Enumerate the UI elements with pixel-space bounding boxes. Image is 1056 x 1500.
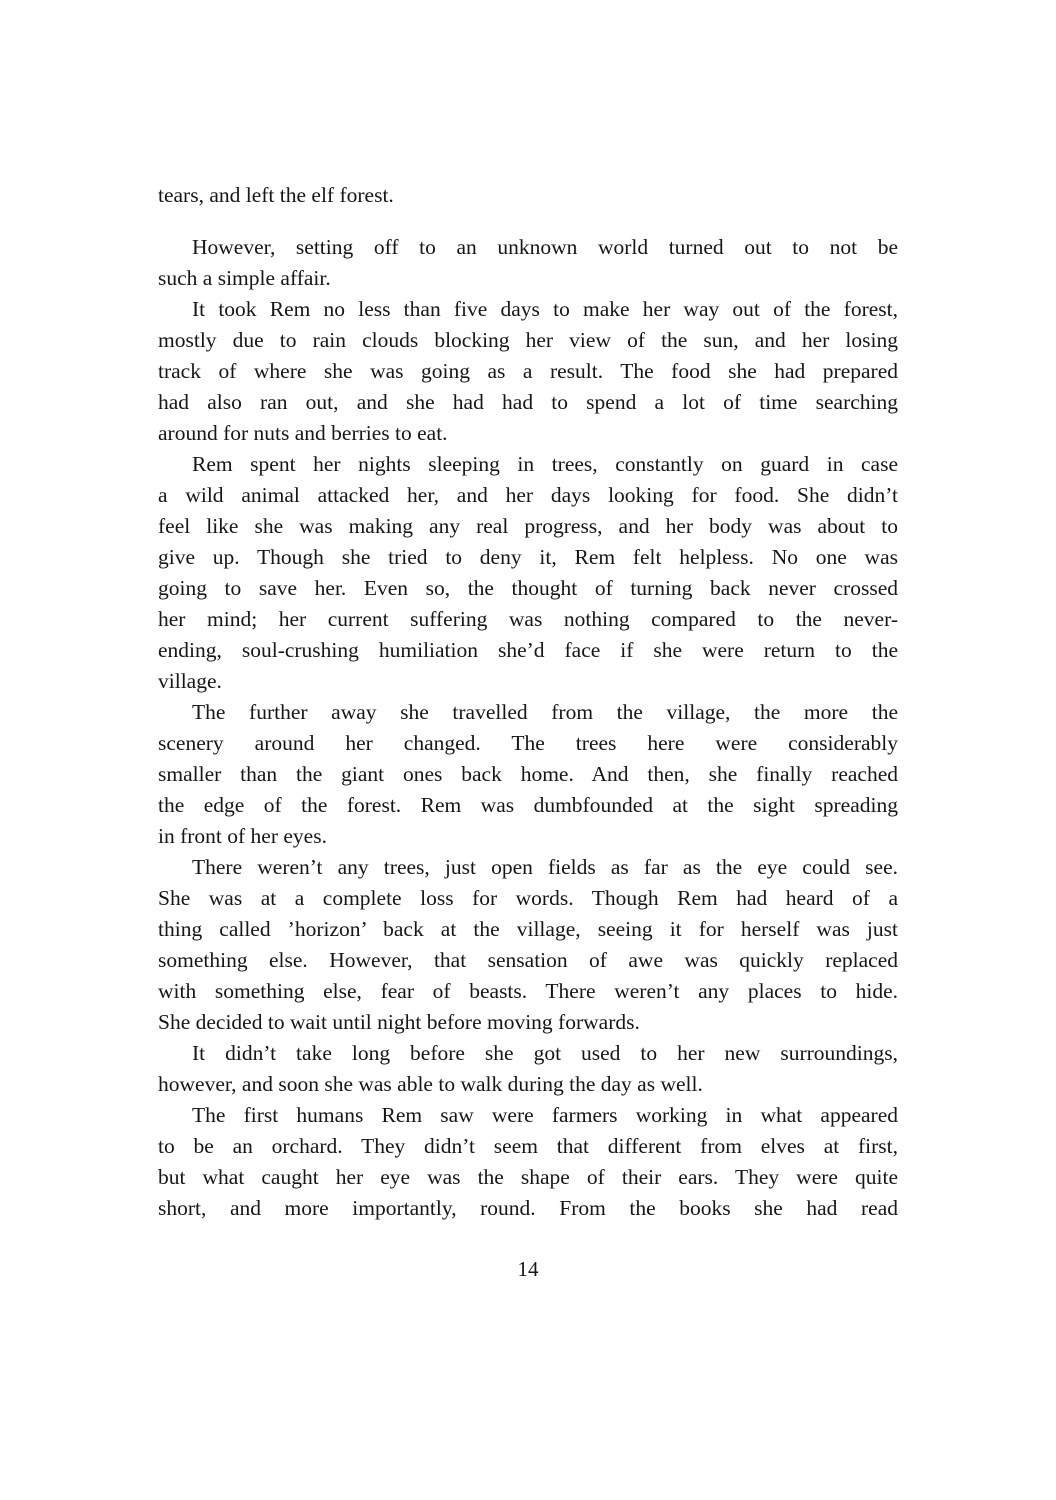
paragraph (158, 852, 898, 1038)
text-line: such a simple affair. (158, 266, 331, 290)
text-line: with something else, fear of beasts. There weren’t any places to hide. (158, 979, 898, 1003)
text-line: It took Rem no less than five days to make her way out of the forest, (192, 297, 898, 321)
paragraph (158, 1100, 898, 1224)
paragraph (158, 1038, 898, 1100)
text-line: tears, and left the elf forest. (158, 183, 394, 207)
text-line: Rem spent her nights sleeping in trees, constantly on guard in case (192, 452, 898, 476)
text-line: however, and soon she was able to walk during the day as well. (158, 1072, 703, 1096)
text-line: She was at a complete loss for words. Though Rem had heard of a (158, 886, 898, 910)
text-line: The further away she travelled from the village, the more the (192, 700, 898, 724)
text-line: feel like she was making any real progress, and her body was about to (158, 514, 898, 538)
paragraph (158, 294, 898, 449)
text-line: It didn’t take long before she got used to her new surroundings, (192, 1041, 898, 1065)
text-line: had also ran out, and she had had to spend a lot of time searching (158, 390, 898, 414)
text-line: village. (158, 669, 222, 693)
paragraph (158, 232, 898, 294)
text-line: but what caught her eye was the shape of their ears. They were quite (158, 1165, 898, 1189)
text-line: mostly due to rain clouds blocking her view of the sun, and her losing (158, 328, 898, 352)
text-line: in front of her eyes. (158, 824, 327, 848)
text-line: her mind; her current suffering was nothing compared to the never- (158, 607, 898, 631)
paragraph (158, 180, 898, 211)
paragraph (158, 697, 898, 852)
text-line: short, and more importantly, round. From the books she had read (158, 1196, 898, 1220)
text-line: There weren’t any trees, just open fields as far as the eye could see. (192, 855, 898, 879)
text-line: track of where she was going as a result. The food she had prepared (158, 359, 898, 383)
text-line: smaller than the giant ones back home. And then, she finally reached (158, 762, 898, 786)
text-line: something else. However, that sensation of awe was quickly replaced (158, 948, 898, 972)
text-line: scenery around her changed. The trees here were considerably (158, 731, 898, 755)
text-line: However, setting off to an unknown world turned out to not be (192, 235, 898, 259)
text-line: to be an orchard. They didn’t seem that different from elves at first, (158, 1134, 898, 1158)
text-line: thing called ’horizon’ back at the village, seeing it for herself was just (158, 917, 898, 941)
paragraph (158, 449, 898, 697)
text-line: The first humans Rem saw were farmers working in what appeared (192, 1103, 898, 1127)
text-line: give up. Though she tried to deny it, Rem felt helpless. No one was (158, 545, 898, 569)
page-number: 14 (517, 1257, 539, 1281)
text-line: ending, soul-crushing humiliation she’d face if she were return to the (158, 638, 898, 662)
text-line: around for nuts and berries to eat. (158, 421, 448, 445)
page-text (158, 180, 898, 1224)
text-line: the edge of the forest. Rem was dumbfounded at the sight spreading (158, 793, 898, 817)
text-line: a wild animal attacked her, and her days looking for food. She didn’t (158, 483, 898, 507)
text-line: going to save her. Even so, the thought of turning back never crossed (158, 576, 898, 600)
text-line: She decided to wait until night before moving forwards. (158, 1010, 640, 1034)
